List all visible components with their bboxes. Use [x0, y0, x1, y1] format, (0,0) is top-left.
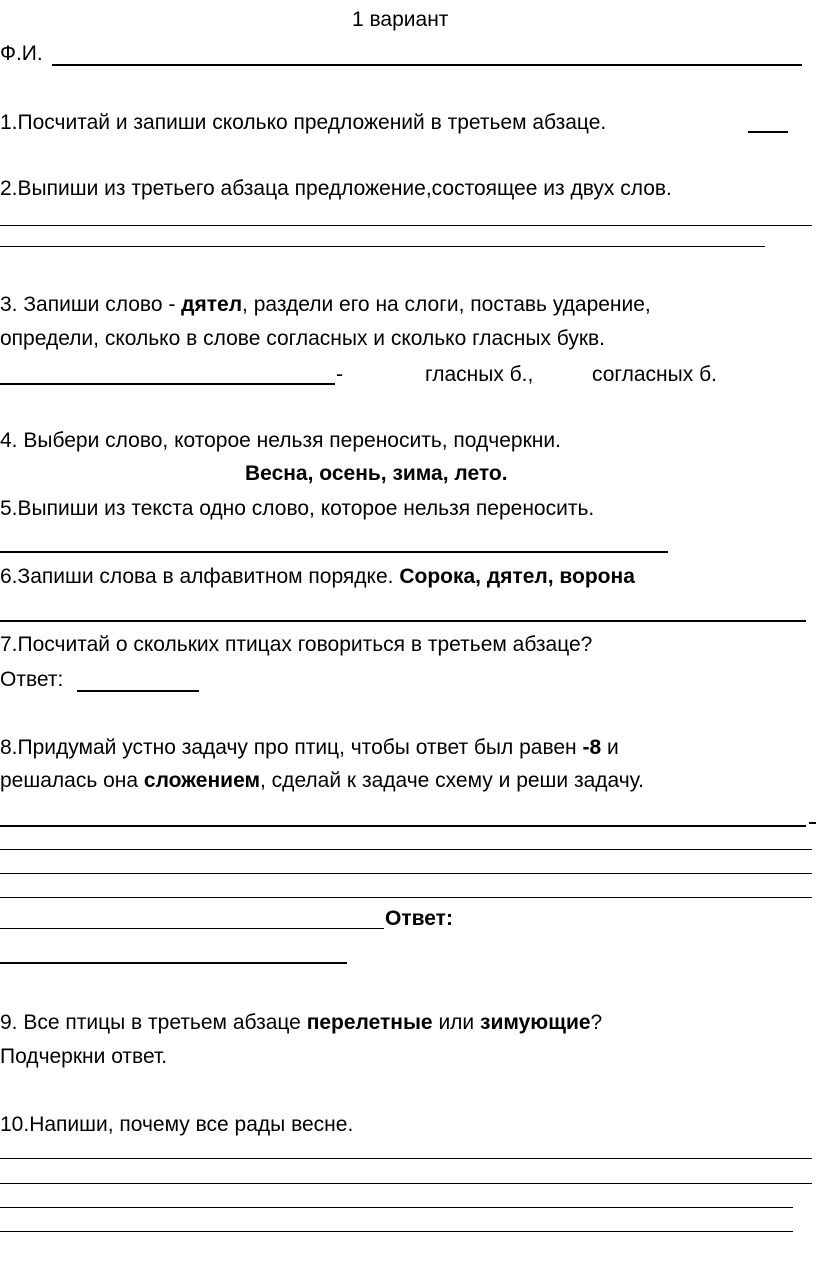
- q4-words: Весна, осень, зима, лето.: [245, 462, 508, 485]
- q8-answer-line-4[interactable]: [0, 897, 812, 898]
- q10-answer-line-4[interactable]: [0, 1231, 793, 1232]
- question-1: 1.Посчитай и запиши сколько предложений в третьем абзаце.: [0, 111, 607, 134]
- q3-syllable-line[interactable]: [0, 383, 335, 385]
- question-3-line-1: [0, 291, 651, 319]
- q2-answer-line-1[interactable]: [0, 225, 812, 226]
- q8-t1: 8.Придумай устно задачу про птиц, чтобы ответ был равен: [0, 736, 583, 759]
- question-5: 5.Выпиши из текста одно слово, которое нельзя переносить.: [0, 497, 595, 520]
- q8-answer-line-5[interactable]: [0, 928, 384, 929]
- q3-dash: -: [336, 363, 343, 386]
- variant-title: 1 вариант: [352, 8, 449, 31]
- question-8-line-2: [0, 767, 644, 795]
- q7-answer-line[interactable]: [77, 690, 199, 692]
- question-8-line-1: [0, 734, 619, 762]
- q2-answer-line-2[interactable]: [0, 246, 765, 247]
- q6-text: 6.Запиши слова в алфавитном порядке.: [0, 565, 400, 588]
- q6-words: Сорока, дятел, ворона: [399, 565, 635, 588]
- question-9-line-2: Подчеркни ответ.: [0, 1045, 168, 1068]
- q8-answer-line-2[interactable]: [0, 849, 812, 850]
- q7-answer-label: Ответ:: [0, 668, 64, 691]
- q1-answer-line[interactable]: [748, 131, 788, 133]
- question-2: 2.Выпиши из третьего абзаца предложение,состоящее из двух слов.: [0, 177, 672, 200]
- q8-answer-line-1[interactable]: [0, 825, 806, 827]
- q5-answer-line[interactable]: [0, 551, 668, 553]
- q10-answer-line-2[interactable]: [0, 1183, 812, 1184]
- q10-answer-line-1[interactable]: [0, 1158, 812, 1159]
- q3-consonants: согласных б.: [592, 363, 717, 386]
- q8-t3: решалась она: [0, 769, 144, 792]
- fio-answer-line[interactable]: [52, 64, 802, 66]
- question-9-line-1: [0, 1009, 602, 1037]
- question-4: 4. Выбери слово, которое нельзя переносить, подчеркни.: [0, 429, 561, 452]
- q8-answer-line-6[interactable]: [0, 962, 347, 964]
- q8-operation: сложением: [143, 769, 261, 792]
- q8-t2: и: [601, 736, 619, 759]
- q9-option-2: зимующие: [480, 1011, 591, 1034]
- q8-number: -8: [582, 736, 602, 759]
- q3-word: дятел: [181, 293, 243, 316]
- question-10: 10.Напиши, почему все рады весне.: [0, 1113, 354, 1136]
- q8-t4: , сделай к задаче схему и реши задачу.: [260, 769, 644, 792]
- q10-answer-line-3[interactable]: [0, 1207, 793, 1208]
- q6-answer-line[interactable]: [0, 620, 806, 622]
- question-7: 7.Посчитай о скольких птицах говориться в третьем абзаце?: [0, 633, 593, 656]
- q8-answer-line-3[interactable]: [0, 873, 812, 874]
- q3-intro: 3. Запиши слово -: [0, 293, 182, 316]
- question-6: [0, 563, 635, 591]
- q9-t3: ?: [590, 1011, 603, 1034]
- question-3-line-2: определи, сколько в слове согласных и сколько гласных букв.: [0, 327, 606, 350]
- fio-label: Ф.И.: [0, 42, 43, 65]
- q9-t1: 9. Все птицы в третьем абзаце: [0, 1011, 307, 1034]
- q8-answer-line-1-tail: [809, 822, 816, 824]
- q9-option-1: перелетные: [306, 1011, 433, 1034]
- q3-vowels: гласных б.,: [425, 363, 534, 386]
- q8-answer-label: Ответ:: [385, 907, 453, 930]
- q3-rest: , раздели его на слоги, поставь ударение,: [242, 293, 651, 316]
- q9-t2: или: [432, 1011, 480, 1034]
